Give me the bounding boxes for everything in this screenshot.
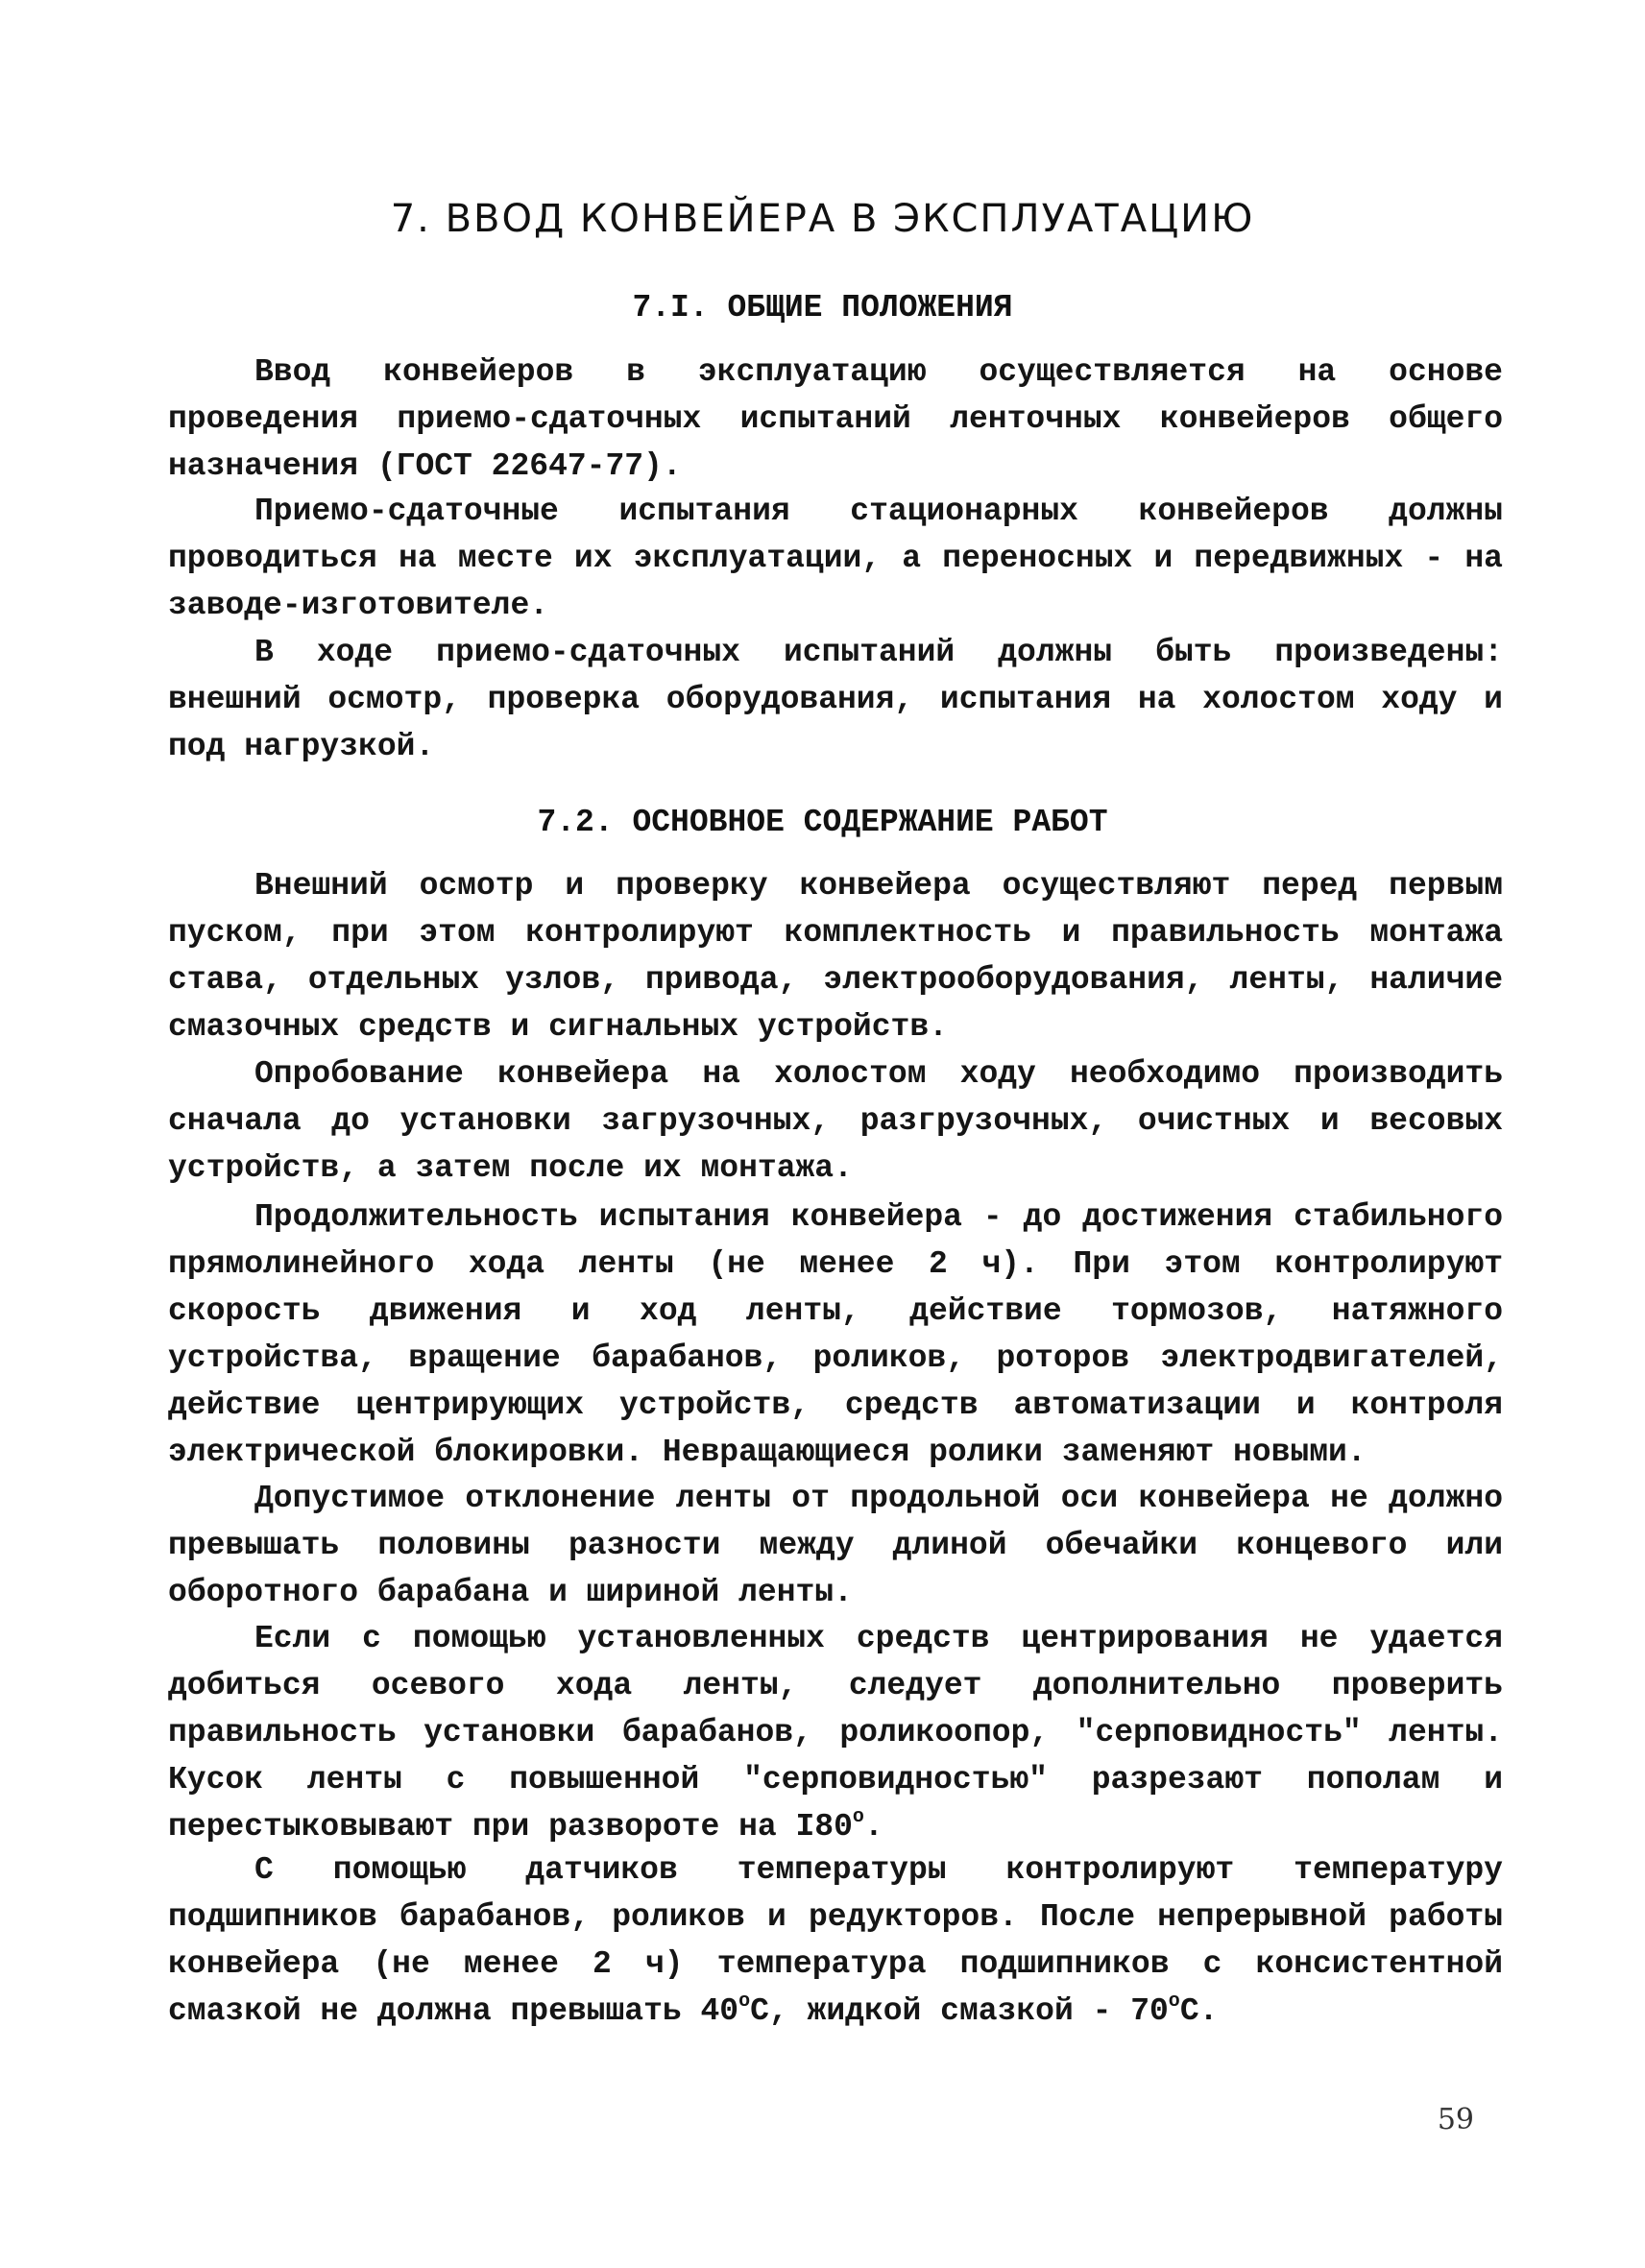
paragraph-text: С помощью датчиков температуры контролируют температуру подшипников барабанов, роликов и редукторов. После непрерывной работы конвейера (не менее 2 ч) температура подшипников с консистентной смазкой не должна превышать 40 xyxy=(168,1852,1503,2029)
paragraph: Приемо-сдаточные испытания стационарных конвейеров должны проводиться на месте их эксплуатации, а переносных и передвижных - на заводе-изготовителе. xyxy=(168,494,1503,623)
paragraph-end: С. xyxy=(1179,1993,1219,2029)
paragraph-text-mid: С, жидкой смазкой - 70 xyxy=(750,1993,1169,2029)
paragraph xyxy=(168,1846,1503,2035)
paragraph-text: Если с помощью установленных средств центрирования не удается добиться осевого хода ленты, следует дополнительно проверить правильность установки барабанов, роликоопор, "серповидность" ленты. Кусок ленты с повышенной "серповидностью" разрезают пополам и перестыковывают при развороте на I80 xyxy=(168,1621,1503,1845)
page-number: 59 xyxy=(1437,2103,1474,2136)
paragraph xyxy=(168,1615,1503,1850)
degree-sign: o xyxy=(852,1806,864,1828)
paragraph-end: . xyxy=(863,1809,883,1845)
paragraph: В ходе приемо-сдаточных испытаний должны быть произведены: внешний осмотр, проверка оборудования, испытания на холостом ходу и под нагрузкой. xyxy=(168,635,1503,764)
paragraph: Опробование конвейера на холостом ходу необходимо производить сначала до установки загрузочных, разгрузочных, очистных и весовых устройств, а затем после их монтажа. xyxy=(168,1056,1503,1186)
degree-sign: o xyxy=(1168,1991,1180,2013)
section-title-general: 7.I. ОБЩИЕ ПОЛОЖЕНИЯ xyxy=(632,290,1013,326)
chapter-title: 7. ВВОД КОНВЕЙЕРА В ЭКСПЛУАТАЦИЮ xyxy=(390,197,1255,241)
section-title-main-works: 7.2. ОСНОВНОЕ СОДЕРЖАНИЕ РАБОТ xyxy=(537,805,1108,840)
paragraph: Допустимое отклонение ленты от продольной оси конвейера не должно превышать половины разности между длиной обечайки концевого или оборотного барабана и шириной ленты. xyxy=(168,1481,1503,1610)
degree-sign: o xyxy=(738,1991,751,2013)
paragraph: Ввод конвейеров в эксплуатацию осуществляется на основе проведения приемо-сдаточных испытаний ленточных конвейеров общего назначения (ГОСТ 22647-77). xyxy=(168,354,1503,484)
paragraph: Внешний осмотр и проверку конвейера осуществляют перед первым пуском, при этом контролируют комплектность и правильность монтажа става, отдельных узлов, привода, электрооборудования, ленты, наличие смазочных средств и сигнальных устройств. xyxy=(168,868,1503,1045)
paragraph: Продолжительность испытания конвейера - до достижения стабильного прямолинейного хода ленты (не менее 2 ч). При этом контролируют скорость движения и ход ленты, действие тормозов, натяжного устройства, вращение барабанов, роликов, роторов электродвигателей, действие центрирующих устройств, средств автоматизации и контроля электрической блокировки. Невращающиеся ролики заменяют новыми. xyxy=(168,1199,1503,1470)
